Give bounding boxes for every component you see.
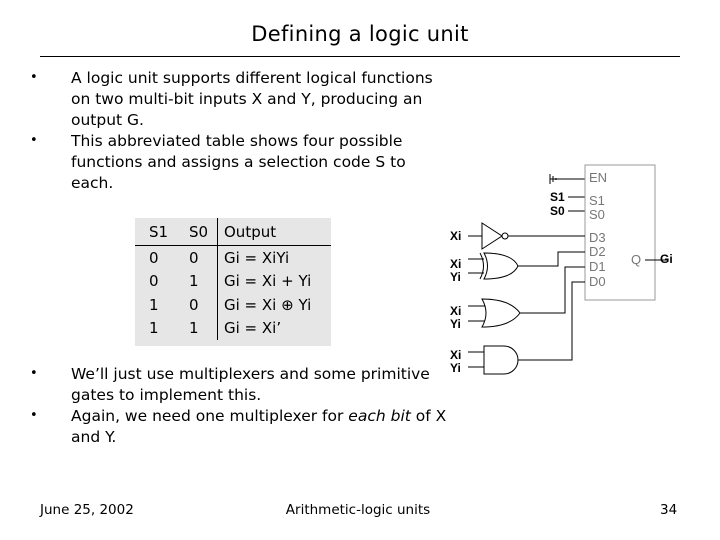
not-xi-label: Xi xyxy=(450,229,462,243)
xor-yi-label: Yi xyxy=(450,270,461,284)
cell-s0: 0 xyxy=(189,295,199,314)
table-row xyxy=(135,317,331,341)
bullet-dot-icon: • xyxy=(30,366,38,381)
table-row xyxy=(135,246,331,270)
and-xi-label: Xi xyxy=(450,348,462,362)
output-gi-label: Gi xyxy=(660,252,673,266)
bullet-dot-icon: • xyxy=(30,408,38,423)
footer-topic: Arithmetic-logic units xyxy=(285,502,431,518)
bullet-text: A logic unit supports different logical functions on two multi-bit inputs X and Y, producing an output G. xyxy=(71,69,433,129)
mux-d0-label: D0 xyxy=(589,274,606,289)
bullet-list-bottom xyxy=(30,364,450,448)
header-s0 xyxy=(185,218,218,246)
bullet-item xyxy=(30,406,450,448)
mux-s1-label: S1 xyxy=(589,193,605,208)
table-row xyxy=(135,270,331,294)
cell-s0: 1 xyxy=(189,272,199,291)
function-table xyxy=(135,218,331,340)
bullet-item xyxy=(30,131,450,194)
bullet-item xyxy=(30,68,450,131)
cell-output: Gi = XiYi xyxy=(218,246,332,270)
mux-d2-label: D2 xyxy=(589,244,606,259)
sub-text: S0 xyxy=(189,222,209,241)
or-yi-label: Yi xyxy=(450,317,461,331)
and-gate-icon xyxy=(468,282,585,374)
cell-s1: 1 xyxy=(149,295,159,314)
header-s1 xyxy=(135,218,185,246)
mux-d1-label: D1 xyxy=(589,259,606,274)
bullet-text: We’ll just use multiplexers and some primitive gates to implement this. xyxy=(71,365,430,404)
not-gate-icon xyxy=(468,223,585,249)
page-number: 34 xyxy=(660,502,678,518)
ground-icon xyxy=(550,174,585,184)
select-s0-label: S0 xyxy=(550,204,565,218)
select-s1-label: S1 xyxy=(550,190,565,204)
cell-output: Gi = Xi ⊕ Yi xyxy=(218,293,332,317)
cell-s1: 0 xyxy=(149,272,159,291)
table-row xyxy=(135,293,331,317)
bullet-dot-icon: • xyxy=(30,133,38,148)
cell-output: Gi = Xi’ xyxy=(218,317,332,341)
or-xi-label: Xi xyxy=(450,304,462,318)
mux-s0-label: S0 xyxy=(589,207,605,222)
emphasis-text: each bit xyxy=(348,407,411,425)
cell-s0: 0 xyxy=(189,248,199,267)
bullet-list-top xyxy=(30,68,450,194)
sub-text: S1 xyxy=(149,222,169,241)
footer-date: June 25, 2002 xyxy=(40,502,134,518)
mux-en-label: EN xyxy=(589,170,608,185)
bullet-text: of X and Y. xyxy=(71,407,447,446)
xor-xi-label: Xi xyxy=(450,257,462,271)
xor-gate-icon xyxy=(468,252,585,279)
table-header-row xyxy=(135,218,331,246)
cell-s1: 0 xyxy=(149,248,159,267)
cell-s1: 1 xyxy=(149,319,159,338)
bullet-text: Again, we need one multiplexer for xyxy=(71,407,349,425)
title-underline xyxy=(40,56,680,57)
bullet-text: This abbreviated table shows four possible functions and assigns a selection code S to each. xyxy=(71,132,406,192)
function-table-box xyxy=(135,218,331,346)
bullet-dot-icon: • xyxy=(30,70,38,85)
mux-d3-label: D3 xyxy=(589,230,606,245)
bullet-item xyxy=(30,364,450,406)
cell-s0: 1 xyxy=(189,319,199,338)
header-output: Output xyxy=(218,218,332,246)
mux-circuit-diagram xyxy=(440,160,690,390)
cell-output: Gi = Xi + Yi xyxy=(218,270,332,294)
slide-title: Defining a logic unit xyxy=(251,22,469,46)
mux-q-label: Q xyxy=(631,252,642,267)
and-yi-label: Yi xyxy=(450,361,461,375)
